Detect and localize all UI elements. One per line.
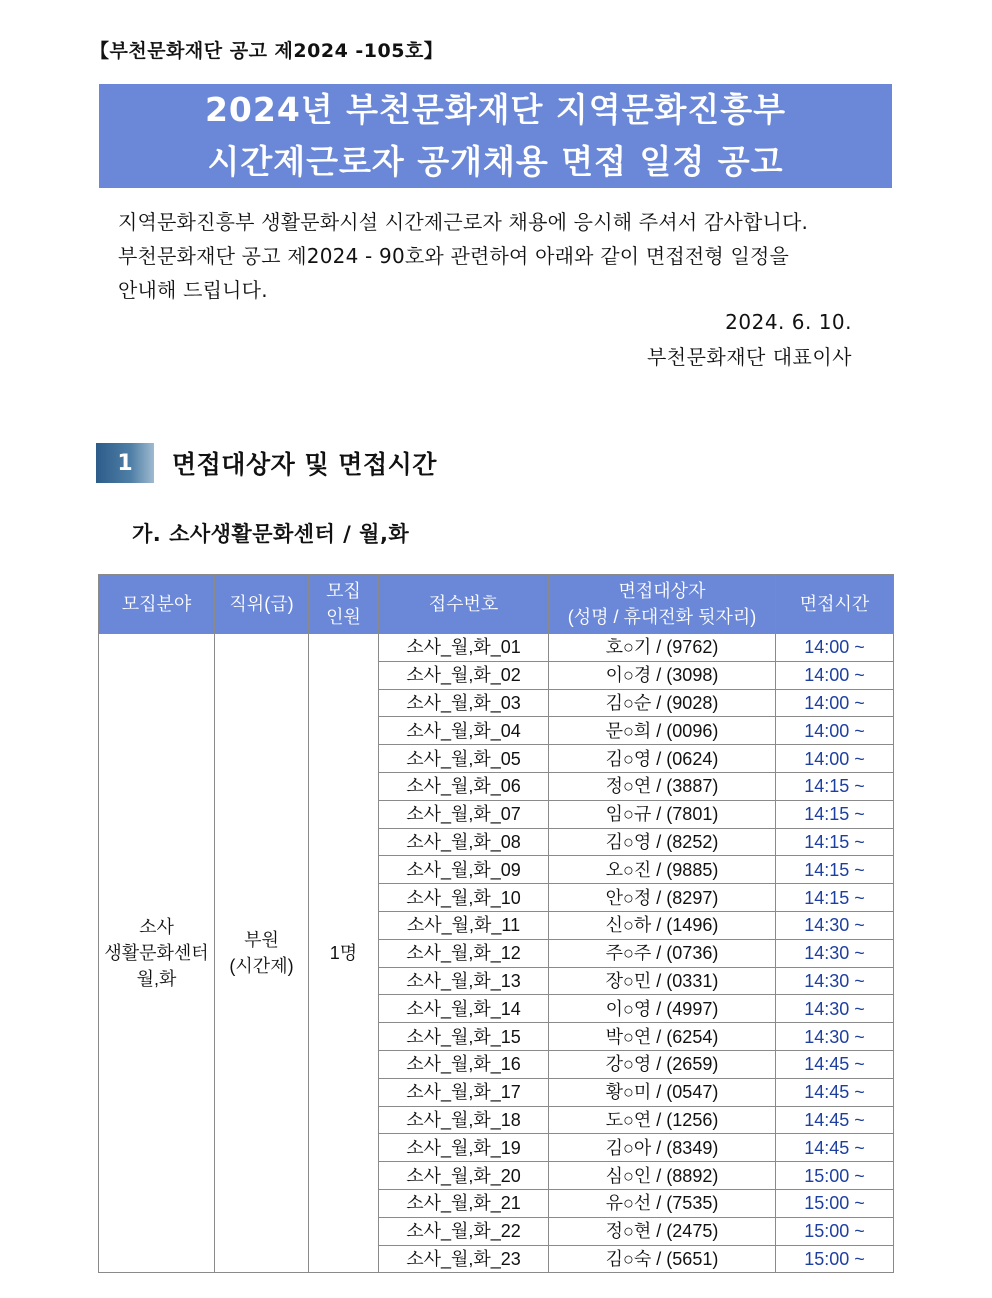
interview-time-cell: 14:45 ~ [776,1134,894,1162]
interview-time-cell: 14:00 ~ [776,717,894,745]
notice-number: 【부천문화재단 공고 제2024 -105호】 [90,40,444,62]
interview-schedule-table [98,574,894,1273]
candidate-cell: 오○진 / (9885) [549,856,776,884]
receipt-number-cell: 소사_월,화_08 [379,828,549,856]
receipt-number-cell: 소사_월,화_03 [379,689,549,717]
interview-time-cell: 14:30 ~ [776,939,894,967]
receipt-number-cell: 소사_월,화_22 [379,1217,549,1245]
candidate-cell: 김○영 / (8252) [549,828,776,856]
position-cell-line-2: (시간제) [229,956,294,977]
field-cell [99,634,215,1273]
interview-time-cell: 15:00 ~ [776,1245,894,1273]
interview-time-cell: 14:15 ~ [776,772,894,800]
receipt-number-cell: 소사_월,화_13 [379,967,549,995]
candidate-cell: 김○영 / (0624) [549,745,776,773]
interview-time-cell: 14:15 ~ [776,800,894,828]
candidate-cell: 문○희 / (0096) [549,717,776,745]
candidate-cell: 정○현 / (2475) [549,1217,776,1245]
issuer-name: 부천문화재단 대표이사 [646,345,852,369]
receipt-number-cell: 소사_월,화_06 [379,772,549,800]
interview-time-cell: 14:30 ~ [776,967,894,995]
candidate-cell: 유○선 / (7535) [549,1189,776,1217]
receipt-number-cell: 소사_월,화_12 [379,939,549,967]
candidate-cell: 김○순 / (9028) [549,689,776,717]
candidate-cell: 박○연 / (6254) [549,1023,776,1051]
title-line-1: 2024년 부천문화재단 지역문화진흥부 [204,90,787,129]
candidate-cell: 정○연 / (3887) [549,772,776,800]
intro-line-3: 안내해 드립니다. [118,278,268,302]
interview-time-cell: 15:00 ~ [776,1162,894,1190]
candidate-cell: 장○민 / (0331) [549,967,776,995]
receipt-number-cell: 소사_월,화_02 [379,661,549,689]
candidate-cell: 김○숙 / (5651) [549,1245,776,1273]
receipt-number-cell: 소사_월,화_11 [379,911,549,939]
receipt-number-cell: 소사_월,화_20 [379,1162,549,1190]
candidate-cell: 임○규 / (7801) [549,800,776,828]
table-header-row [99,575,894,634]
interview-time-cell: 14:00 ~ [776,661,894,689]
headcount-cell [309,634,379,1273]
interview-time-cell: 15:00 ~ [776,1217,894,1245]
receipt-number-cell: 소사_월,화_05 [379,745,549,773]
intro-line-2: 부천문화재단 공고 제2024 - 90호와 관련하여 아래와 같이 면접전형 일정을 [118,244,790,268]
interview-time-cell: 14:00 ~ [776,634,894,662]
position-cell-line-1: 부원 [244,930,279,951]
receipt-number-cell: 소사_월,화_01 [379,634,549,662]
candidate-cell: 주○주 / (0736) [549,939,776,967]
receipt-number-cell: 소사_월,화_15 [379,1023,549,1051]
candidate-cell: 안○정 / (8297) [549,884,776,912]
receipt-number-cell: 소사_월,화_16 [379,1050,549,1078]
header-position: 직위(급) [215,575,309,634]
candidate-cell: 신○하 / (1496) [549,911,776,939]
receipt-number-cell: 소사_월,화_17 [379,1078,549,1106]
interview-time-cell: 14:15 ~ [776,856,894,884]
candidate-cell: 황○미 / (0547) [549,1078,776,1106]
table-row [99,634,894,662]
title-banner [99,84,892,188]
header-receipt-number: 접수번호 [379,575,549,634]
interview-time-cell: 14:15 ~ [776,828,894,856]
candidate-cell: 강○영 / (2659) [549,1050,776,1078]
header-headcount [309,575,379,634]
field-cell-line-2: 생활문화센터 [104,943,209,964]
field-cell-line-3: 월,화 [136,969,177,990]
receipt-number-cell: 소사_월,화_18 [379,1106,549,1134]
subsection-title: 가. 소사생활문화센터 / 월,화 [132,522,410,546]
interview-time-cell: 14:00 ~ [776,689,894,717]
interview-time-cell: 14:30 ~ [776,1023,894,1051]
title-line-2: 시간제근로자 공개채용 면접 일정 공고 [207,142,784,181]
header-headcount-line-2: 인원 [326,607,361,627]
section-heading [96,443,437,483]
receipt-number-cell: 소사_월,화_09 [379,856,549,884]
receipt-number-cell: 소사_월,화_21 [379,1189,549,1217]
receipt-number-cell: 소사_월,화_19 [379,1134,549,1162]
receipt-number-cell: 소사_월,화_07 [379,800,549,828]
header-candidate-line-2: (성명 / 휴대전화 뒷자리) [567,607,757,627]
position-cell [215,634,309,1273]
intro-paragraph [118,205,858,307]
headcount-cell-line-1: 1명 [329,943,358,964]
header-candidate-line-1: 면접대상자 [618,581,706,601]
interview-time-cell: 14:15 ~ [776,884,894,912]
receipt-number-cell: 소사_월,화_23 [379,1245,549,1273]
interview-time-cell: 14:45 ~ [776,1078,894,1106]
intro-line-1: 지역문화진흥부 생활문화시설 시간제근로자 채용에 응시해 주셔서 감사합니다. [118,210,809,234]
section-number-badge: 1 [96,443,154,483]
receipt-number-cell: 소사_월,화_10 [379,884,549,912]
candidate-cell: 김○아 / (8349) [549,1134,776,1162]
header-field: 모집분야 [99,575,215,634]
interview-time-cell: 15:00 ~ [776,1189,894,1217]
interview-time-cell: 14:30 ~ [776,911,894,939]
header-interview-time: 면접시간 [776,575,894,634]
section-title: 면접대상자 및 면접시간 [172,450,437,479]
header-headcount-line-1: 모집 [326,581,361,601]
receipt-number-cell: 소사_월,화_14 [379,995,549,1023]
notice-date: 2024. 6. 10. [725,310,852,334]
candidate-cell: 이○경 / (3098) [549,661,776,689]
interview-time-cell: 14:30 ~ [776,995,894,1023]
interview-time-cell: 14:45 ~ [776,1106,894,1134]
interview-time-cell: 14:00 ~ [776,745,894,773]
field-cell-line-1: 소사 [139,917,174,938]
interview-time-cell: 14:45 ~ [776,1050,894,1078]
candidate-cell: 호○기 / (9762) [549,634,776,662]
candidate-cell: 이○영 / (4997) [549,995,776,1023]
candidate-cell: 심○인 / (8892) [549,1162,776,1190]
receipt-number-cell: 소사_월,화_04 [379,717,549,745]
candidate-cell: 도○연 / (1256) [549,1106,776,1134]
header-candidate [549,575,776,634]
